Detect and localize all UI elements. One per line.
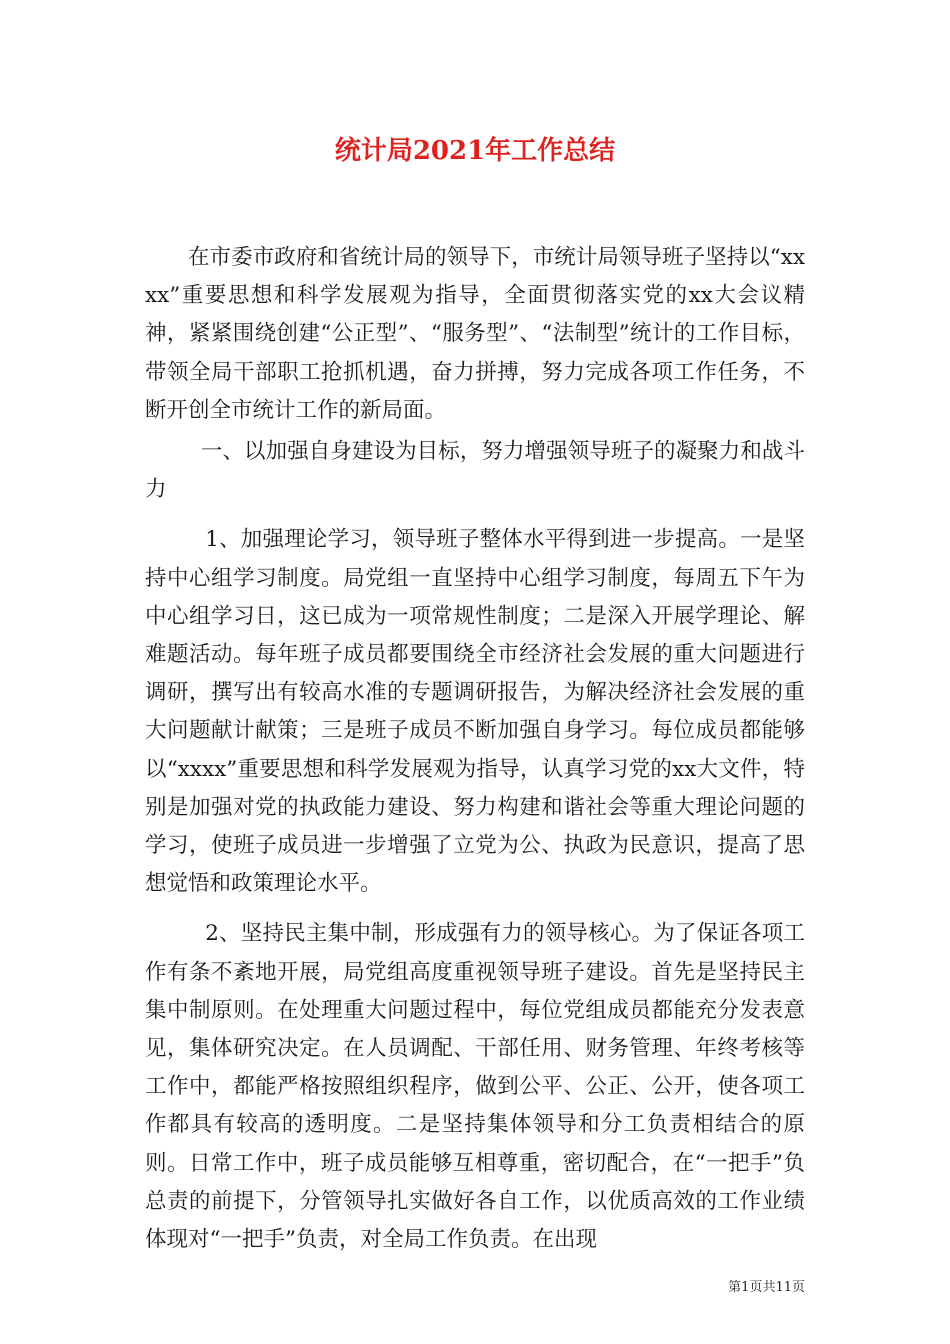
item-1-paragraph: 1、加强理论学习，领导班子整体水平得到进一步提高。一是坚持中心组学习制度。局党组一直坚持中心组学习制度，每周五下午为中心组学习日，这已成为一项常规性制度；二是深入开展学理论、解难题活动。每年班子成员都要围绕全市经济社会发展的重大问题进行调研，撰写出有较高水准的专题调研报告，为解决经济社会发展的重大问题献计献策；三是班子成员不断加强自身学习。每位成员都能够以“xxxx”重要思想和科学发展观为指导，认真学习党的xx大文件，特别是加强对党的执政能力建设、努力构建和谐社会等重大理论问题的学习，使班子成员进一步增强了立党为公、执政为民意识，提高了思想觉悟和政策理论水平。: [145, 527, 805, 897]
section-heading: 一、以加强自身建设为目标，努力增强领导班子的凝聚力和战斗力: [145, 439, 805, 503]
document-body: [145, 239, 805, 1259]
document-title: 统计局2021年工作总结: [334, 136, 616, 166]
item-2-paragraph: 2、坚持民主集中制，形成强有力的领导核心。为了保证各项工作有条不紊地开展，局党组高度重视领导班子建设。首先是坚持民主集中制原则。在处理重大问题过程中，每位党组成员都能充分发表意见，集体研究决定。在人员调配、干部任用、财务管理、年终考核等工作中，都能严格按照组织程序，做到公平、公正、公开，使各项工作都具有较高的透明度。二是坚持集体领导和分工负责相结合的原则。日常工作中，班子成员能够互相尊重，密切配合，在“一把手”负总责的前提下，分管领导扎实做好各自工作，以优质高效的工作业绩体现对“一把手”负责，对全局工作负责。在出现: [145, 921, 805, 1253]
intro-paragraph: 在市委市政府和省统计局的领导下，市统计局领导班子坚持以“xxxx”重要思想和科学发展观为指导，全面贯彻落实党的xx大会议精神，紧紧围绕创建“公正型”、“服务型”、“法制型”统计的工作目标，带领全局干部职工抢抓机遇，奋力拼搏，努力完成各项工作任务，不断开创全市统计工作的新局面。: [145, 245, 805, 423]
page-number: 第1页共11页: [728, 1280, 805, 1295]
